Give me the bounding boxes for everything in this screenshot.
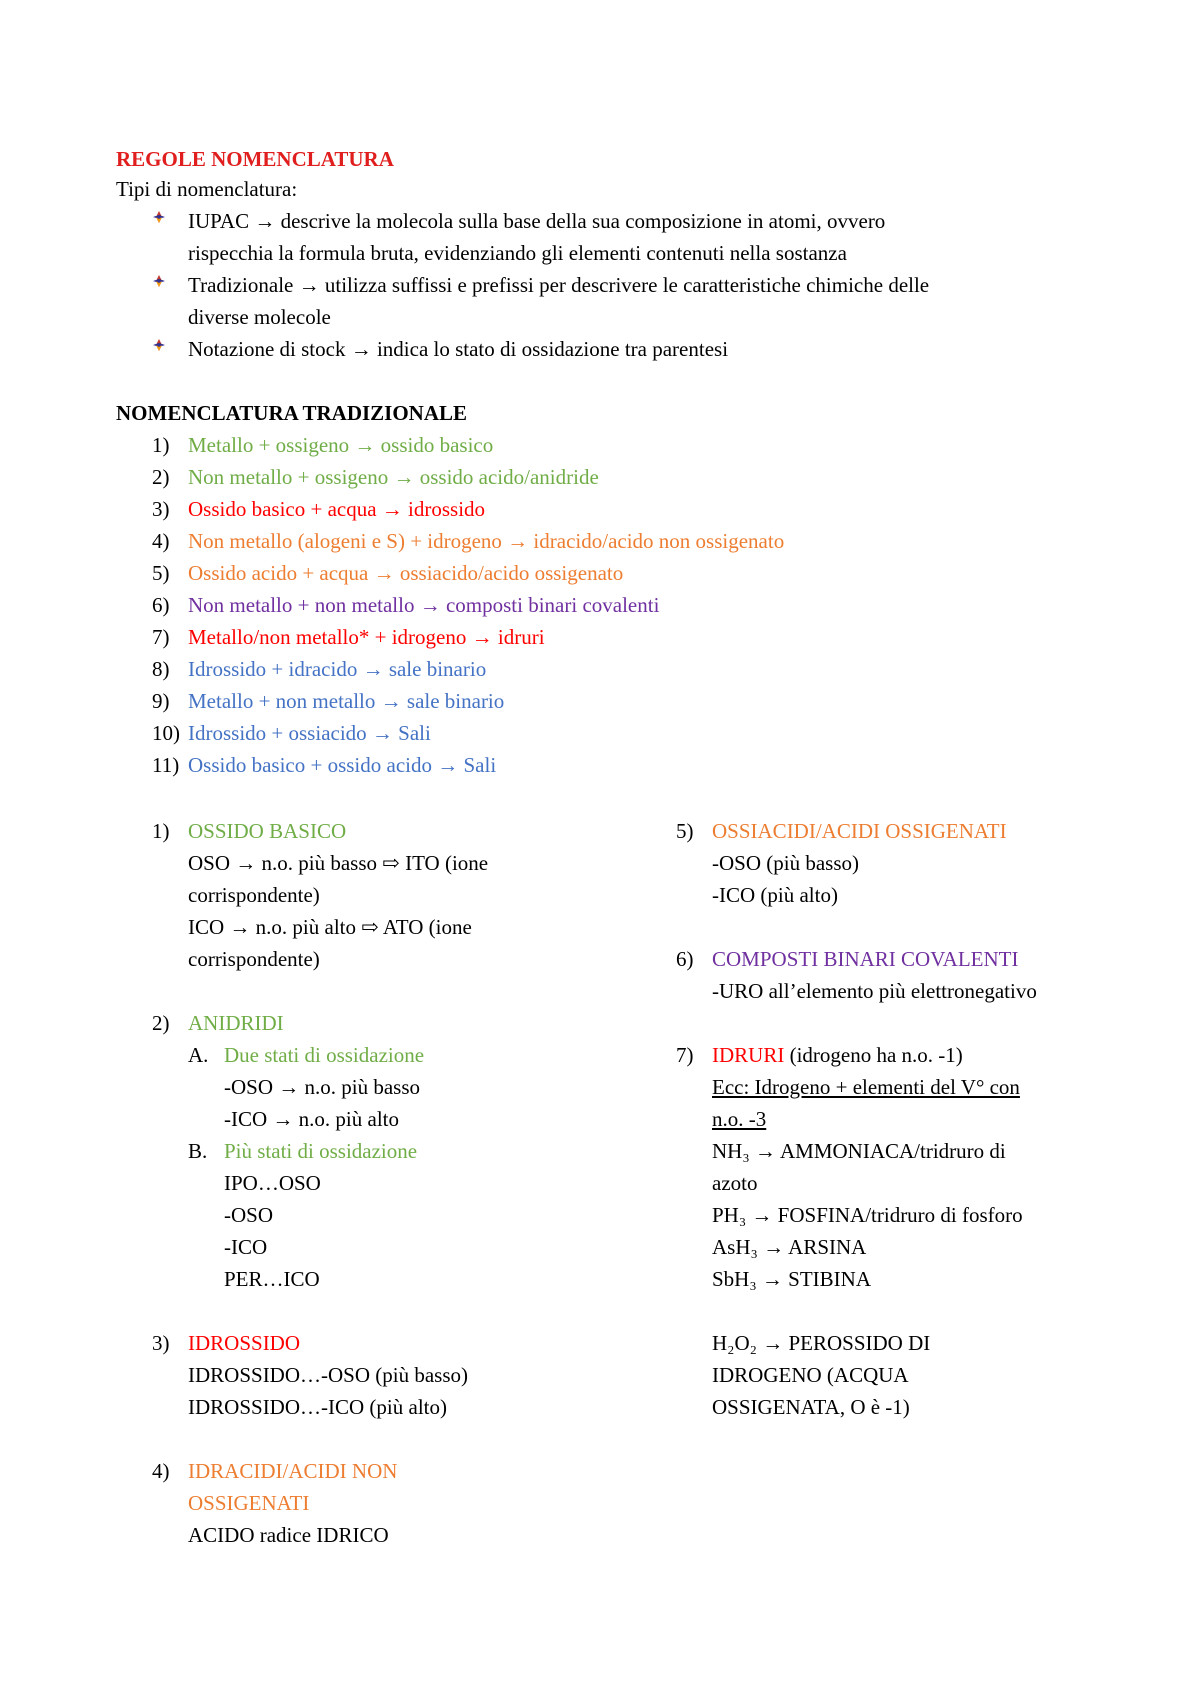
diamond-bullet-icon	[152, 210, 166, 224]
rule-number: 11)	[152, 753, 180, 777]
right-s7-line: SbH₃ → STIBINA	[712, 1267, 871, 1291]
left-s2-sub-b-line: IPO…OSO	[224, 1171, 321, 1195]
left-s3-line: IDROSSIDO…-OSO (più basso)	[188, 1363, 469, 1387]
right-s7-line: azoto	[712, 1171, 758, 1195]
diamond-bullet-icon	[152, 338, 166, 352]
right-s7-line: PH₃ → FOSFINA/tridruro di fosforo	[712, 1203, 1023, 1227]
left-s2-number: 2)	[152, 1011, 170, 1035]
rule-number: 7)	[152, 625, 170, 649]
right-s5-number: 5)	[676, 819, 694, 843]
left-s2-sub-a-heading: Due stati di ossidazione	[224, 1043, 425, 1067]
right-s7-line: NH₃ → AMMONIACA/tridruro di	[712, 1139, 1006, 1163]
right-s6-line: -URO all’elemento più elettronegativo	[712, 979, 1037, 1003]
document-title: REGOLE NOMENCLATURA	[116, 147, 394, 171]
left-s1-line: corrispondente)	[188, 883, 320, 907]
left-s1-line: ICO → n.o. più alto ⇨ ATO (ione	[188, 915, 472, 939]
rule-number: 9)	[152, 689, 170, 713]
rule-text: Idrossido + idracido → sale binario	[188, 657, 487, 681]
right-s7-ecc: Ecc: Idrogeno + elementi del V° con	[712, 1075, 1020, 1099]
rule-text: Ossido basico + acqua → idrossido	[188, 497, 486, 521]
right-s5-line: -OSO (più basso)	[712, 851, 859, 875]
rule-number: 10)	[152, 721, 180, 745]
left-s2-heading: ANIDRIDI	[188, 1011, 284, 1035]
right-s7-heading-note: (idrogeno ha n.o. -1)	[784, 1043, 963, 1067]
left-s2-sub-b-label: B.	[188, 1139, 208, 1163]
left-s4-line: ACIDO radice IDRICO	[188, 1523, 389, 1547]
left-s1-number: 1)	[152, 819, 170, 843]
left-s1-heading: OSSIDO BASICO	[188, 819, 347, 843]
left-s2-sub-b-line: -ICO	[224, 1235, 268, 1259]
rule-number: 3)	[152, 497, 170, 521]
left-s4-heading: IDRACIDI/ACIDI NON	[188, 1459, 398, 1483]
rule-number: 1)	[152, 433, 170, 457]
rule-text: Idrossido + ossiacido → Sali	[188, 721, 431, 745]
right-s5-line: -ICO (più alto)	[712, 883, 838, 907]
left-s3-line: IDROSSIDO…-ICO (più alto)	[188, 1395, 447, 1419]
left-s2-sub-b-heading: Più stati di ossidazione	[224, 1139, 418, 1163]
left-s4-heading-cont: OSSIGENATI	[188, 1491, 310, 1515]
rule-text: Metallo + ossigeno → ossido basico	[188, 433, 494, 457]
right-s5-heading: OSSIACIDI/ACIDI OSSIGENATI	[712, 819, 1007, 843]
type-iupac-line1: IUPAC → descrive la molecola sulla base della sua composizione in atomi, ovvero	[188, 209, 886, 233]
type-tradizionale-line2: diverse molecole	[188, 305, 331, 329]
type-iupac-line2: rispecchia la formula bruta, evidenziando gli elementi contenuti nella sostanza	[188, 241, 847, 265]
rule-number: 6)	[152, 593, 170, 617]
right-s7-line: AsH₃ → ARSINA	[712, 1235, 867, 1259]
rule-text: Ossido acido + acqua → ossiacido/acido ossigenato	[188, 561, 624, 585]
right-s7-ecc-cont: n.o. -3	[712, 1107, 767, 1131]
rule-number: 8)	[152, 657, 170, 681]
right-s6-number: 6)	[676, 947, 694, 971]
type-stock-line1: Notazione di stock → indica lo stato di ossidazione tra parentesi	[188, 337, 729, 361]
right-s7-heading: IDRURI	[712, 1043, 785, 1067]
rule-text: Metallo + non metallo → sale binario	[188, 689, 505, 713]
rule-text: Ossido basico + ossido acido → Sali	[188, 753, 497, 777]
rule-number: 5)	[152, 561, 170, 585]
left-s2-sub-b-line: -OSO	[224, 1203, 274, 1227]
left-s3-number: 3)	[152, 1331, 170, 1355]
rule-number: 4)	[152, 529, 170, 553]
right-s7-number: 7)	[676, 1043, 694, 1067]
rule-number: 2)	[152, 465, 170, 489]
right-s7-peroxide-line: IDROGENO (ACQUA	[712, 1363, 909, 1387]
intro-text: Tipi di nomenclatura:	[116, 177, 298, 201]
rule-text: Non metallo + ossigeno → ossido acido/anidride	[188, 465, 599, 489]
right-s7-peroxide-line: H₂O₂ → PEROSSIDO DI	[712, 1331, 931, 1355]
left-s1-line: OSO → n.o. più basso ⇨ ITO (ione	[188, 851, 489, 875]
rule-text: Metallo/non metallo* + idrogeno → idruri	[188, 625, 545, 649]
left-s2-sub-b-line: PER…ICO	[224, 1267, 320, 1291]
left-s2-sub-a-line: -ICO → n.o. più alto	[224, 1107, 399, 1131]
right-s6-heading: COMPOSTI BINARI COVALENTI	[712, 947, 1019, 971]
right-s7-heading-line	[712, 1040, 963, 1070]
left-s3-heading: IDROSSIDO	[188, 1331, 301, 1355]
section-title: NOMENCLATURA TRADIZIONALE	[116, 401, 468, 425]
type-tradizionale-line1: Tradizionale → utilizza suffissi e prefissi per descrivere le caratteristiche chimiche delle	[188, 273, 930, 297]
left-s1-line: corrispondente)	[188, 947, 320, 971]
left-s2-sub-a-label: A.	[188, 1043, 209, 1067]
rule-text: Non metallo + non metallo → composti binari covalenti	[188, 593, 660, 617]
left-s4-number: 4)	[152, 1459, 170, 1483]
left-s2-sub-a-line: -OSO → n.o. più basso	[224, 1075, 421, 1099]
diamond-bullet-icon	[152, 274, 166, 288]
right-s7-peroxide-line: OSSIGENATA, O è -1)	[712, 1395, 910, 1419]
rule-text: Non metallo (alogeni e S) + idrogeno → idracido/acido non ossigenato	[188, 529, 785, 553]
